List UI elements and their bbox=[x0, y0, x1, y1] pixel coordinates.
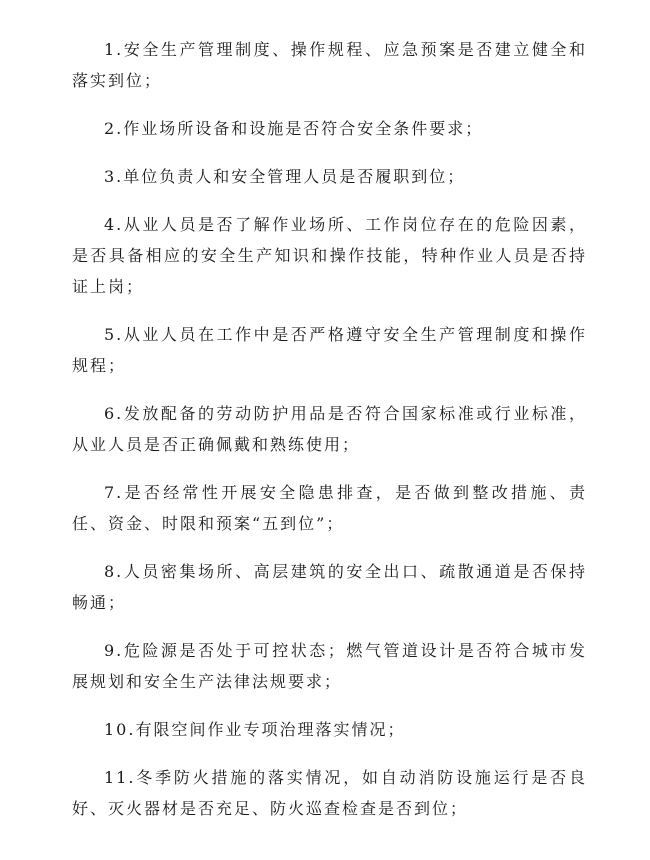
checklist-item-4: 4.从业人员是否了解作业场所、工作岗位存在的危险因素，是否具备相应的安全生产知识和操作技能，特种作业人员是否持证上岗； bbox=[72, 215, 587, 296]
document-body bbox=[72, 34, 587, 841]
checklist-item-5: 5.从业人员在工作中是否严格遵守安全生产管理制度和操作规程； bbox=[72, 325, 587, 375]
checklist-item-7: 7.是否经常性开展安全隐患排查，是否做到整改措施、责任、资金、时限和预案“五到位”； bbox=[72, 483, 587, 533]
checklist-item-2: 2.作业场所设备和设施是否符合安全条件要求； bbox=[104, 119, 484, 138]
checklist-item-10: 10.有限空间作业专项治理落实情况； bbox=[104, 720, 406, 739]
checklist-item-6: 6.发放配备的劳动防护用品是否符合国家标准或行业标准，从业人员是否正确佩戴和熟练使用； bbox=[72, 404, 587, 454]
checklist-item-9: 9.危险源是否处于可控状态；燃气管道设计是否符合城市发展规划和安全生产法律法规要求； bbox=[72, 641, 587, 691]
checklist-item-3: 3.单位负责人和安全管理人员是否履职到位； bbox=[104, 167, 466, 186]
checklist-item-8: 8.人员密集场所、高层建筑的安全出口、疏散通道是否保持畅通； bbox=[72, 562, 587, 612]
checklist-item-11: 11.冬季防火措施的落实情况，如自动消防设施运行是否良好、灭火器材是否充足、防火巡查检查是否到位； bbox=[72, 768, 587, 818]
checklist-item-1: 1.安全生产管理制度、操作规程、应急预案是否建立健全和落实到位； bbox=[72, 40, 587, 90]
